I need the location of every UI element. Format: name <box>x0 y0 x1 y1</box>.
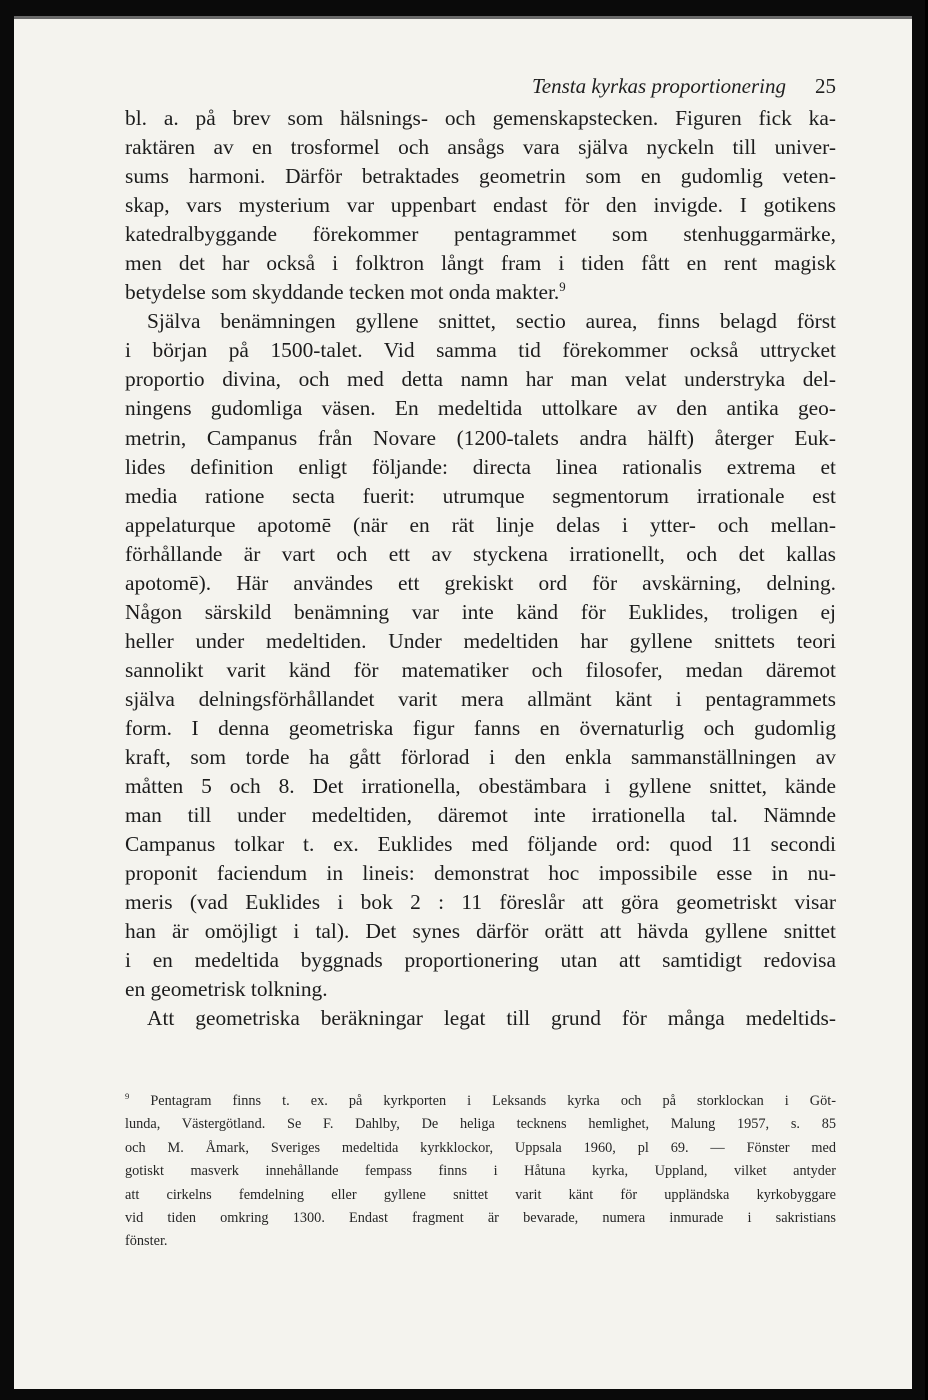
text-line: Campanus tolkar t. ex. Euklides med följande ord: quod 11 secondi <box>125 832 836 857</box>
text-line: sums harmoni. Därför betraktades geometrin som en gudomlig veten- <box>125 164 836 189</box>
footnote <box>125 1090 836 1254</box>
running-title: Tensta kyrkas proportionering <box>532 74 786 98</box>
footnote-line: gotiskt masverk innehållande fempass finns i Håtuna kyrka, Uppland, vilket antyder <box>125 1163 836 1180</box>
text-line: en geometrisk tolkning. <box>125 977 328 1002</box>
text-line: kraft, som torde ha gått förlorad i den enkla sammanställningen av <box>125 745 836 770</box>
footnote-line: och M. Åmark, Sveriges medeltida kyrkklockor, Uppsala 1960, pl 69. — Fönster med <box>125 1139 836 1156</box>
text-line: meris (vad Euklides i bok 2 : 11 föreslår att göra geometriskt visar <box>125 890 836 915</box>
text-line: betydelse som skyddande tecken mot onda makter. <box>125 280 560 305</box>
footnote-line: lunda, Västergötland. Se F. Dahlby, De heliga tecknens hemlighet, Malung 1957, s. 85 <box>125 1116 836 1133</box>
text-line-with-note <box>125 278 836 307</box>
footnote-line: att cirkelns femdelning eller gyllene snittet varit känt för uppländska kyrkobyggare <box>125 1186 836 1203</box>
body-text <box>125 104 836 1034</box>
page-number: 25 <box>815 74 836 98</box>
text-line: proponit faciendum in lineis: demonstrat hoc impossibile esse in nu- <box>125 861 836 886</box>
text-line: form. I denna geometriska figur fanns en övernaturlig och gudomlig <box>125 715 836 740</box>
text-line: katedralbyggande förekommer pentagrammet som stenhuggarmärke, <box>125 222 836 247</box>
text-line: Själva benämningen gyllene snittet, sectio aurea, finns belagd först <box>147 309 836 334</box>
text-line: skap, vars mysterium var uppenbart endast för den invigde. I gotikens <box>125 193 836 218</box>
text-line: man till under medeltiden, däremot inte irrationella tal. Nämnde <box>125 803 836 828</box>
text-line: raktären av en trosformel och ansågs vara själva nyckeln till univer- <box>125 135 836 160</box>
text-line: måtten 5 och 8. Det irrationella, obestämbara i gyllene snittet, kände <box>125 774 836 799</box>
text-line: själva delningsförhållandet varit mera allmänt känt i pentagrammets <box>125 686 836 711</box>
footnote-line: Pentagram finns t. ex. på kyrkporten i Leksands kyrka och på storklockan i Göt- <box>150 1093 836 1109</box>
text-line: sannolikt varit känd för matematiker och filosofer, medan däremot <box>125 657 836 682</box>
text-line: heller under medeltiden. Under medeltiden har gyllene snittets teori <box>125 628 836 653</box>
text-line: men det har också i folktron långt fram i tiden fått en rent magisk <box>125 251 836 276</box>
text-line: metrin, Campanus från Novare (1200-talets andra hälft) återger Euk- <box>125 425 836 450</box>
running-header <box>125 62 836 96</box>
footnote-line: vid tiden omkring 1300. Endast fragment är bevarade, numera inmurade i sakristians <box>125 1209 836 1226</box>
text-line: lides definition enligt följande: directa linea rationalis extrema et <box>125 454 836 479</box>
footnote-marker: 9 <box>125 1091 130 1102</box>
text-line: bl. a. på brev som hälsnings- och gemenskapstecken. Figuren fick ka- <box>125 106 836 130</box>
footnote-line: fönster. <box>125 1233 168 1250</box>
book-page <box>14 16 912 1389</box>
footnote-reference: 9 <box>559 280 566 295</box>
text-line: Någon särskild benämning var inte känd för Euklides, troligen ej <box>125 599 836 624</box>
text-line: förhållande är vart och ett av styckena irrationellt, och det kallas <box>125 541 836 566</box>
footnote-line-with-marker <box>125 1090 836 1113</box>
text-line: proportio divina, och med detta namn har man velat understryka del- <box>125 367 836 392</box>
text-line: i en medeltida byggnads proportionering utan att samtidigt redovisa <box>125 948 836 973</box>
text-line: appelaturque apotomē (när en rät linje delas i ytter- och mellan- <box>125 512 836 537</box>
text-line: Att geometriska beräkningar legat till grund för många medeltids- <box>147 1006 836 1031</box>
text-line: ningens gudomliga väsen. En medeltida uttolkare av den antika geo- <box>125 396 836 421</box>
text-line: i början på 1500-talet. Vid samma tid förekommer också uttrycket <box>125 338 836 363</box>
text-line: han är omöjligt i tal). Det synes därför orätt att hävda gyllene snittet <box>125 919 836 944</box>
text-line: apotomē). Här användes ett grekiskt ord för avskärning, delning. <box>125 570 836 595</box>
text-line: media ratione secta fuerit: utrumque segmentorum irrationale est <box>125 483 836 508</box>
